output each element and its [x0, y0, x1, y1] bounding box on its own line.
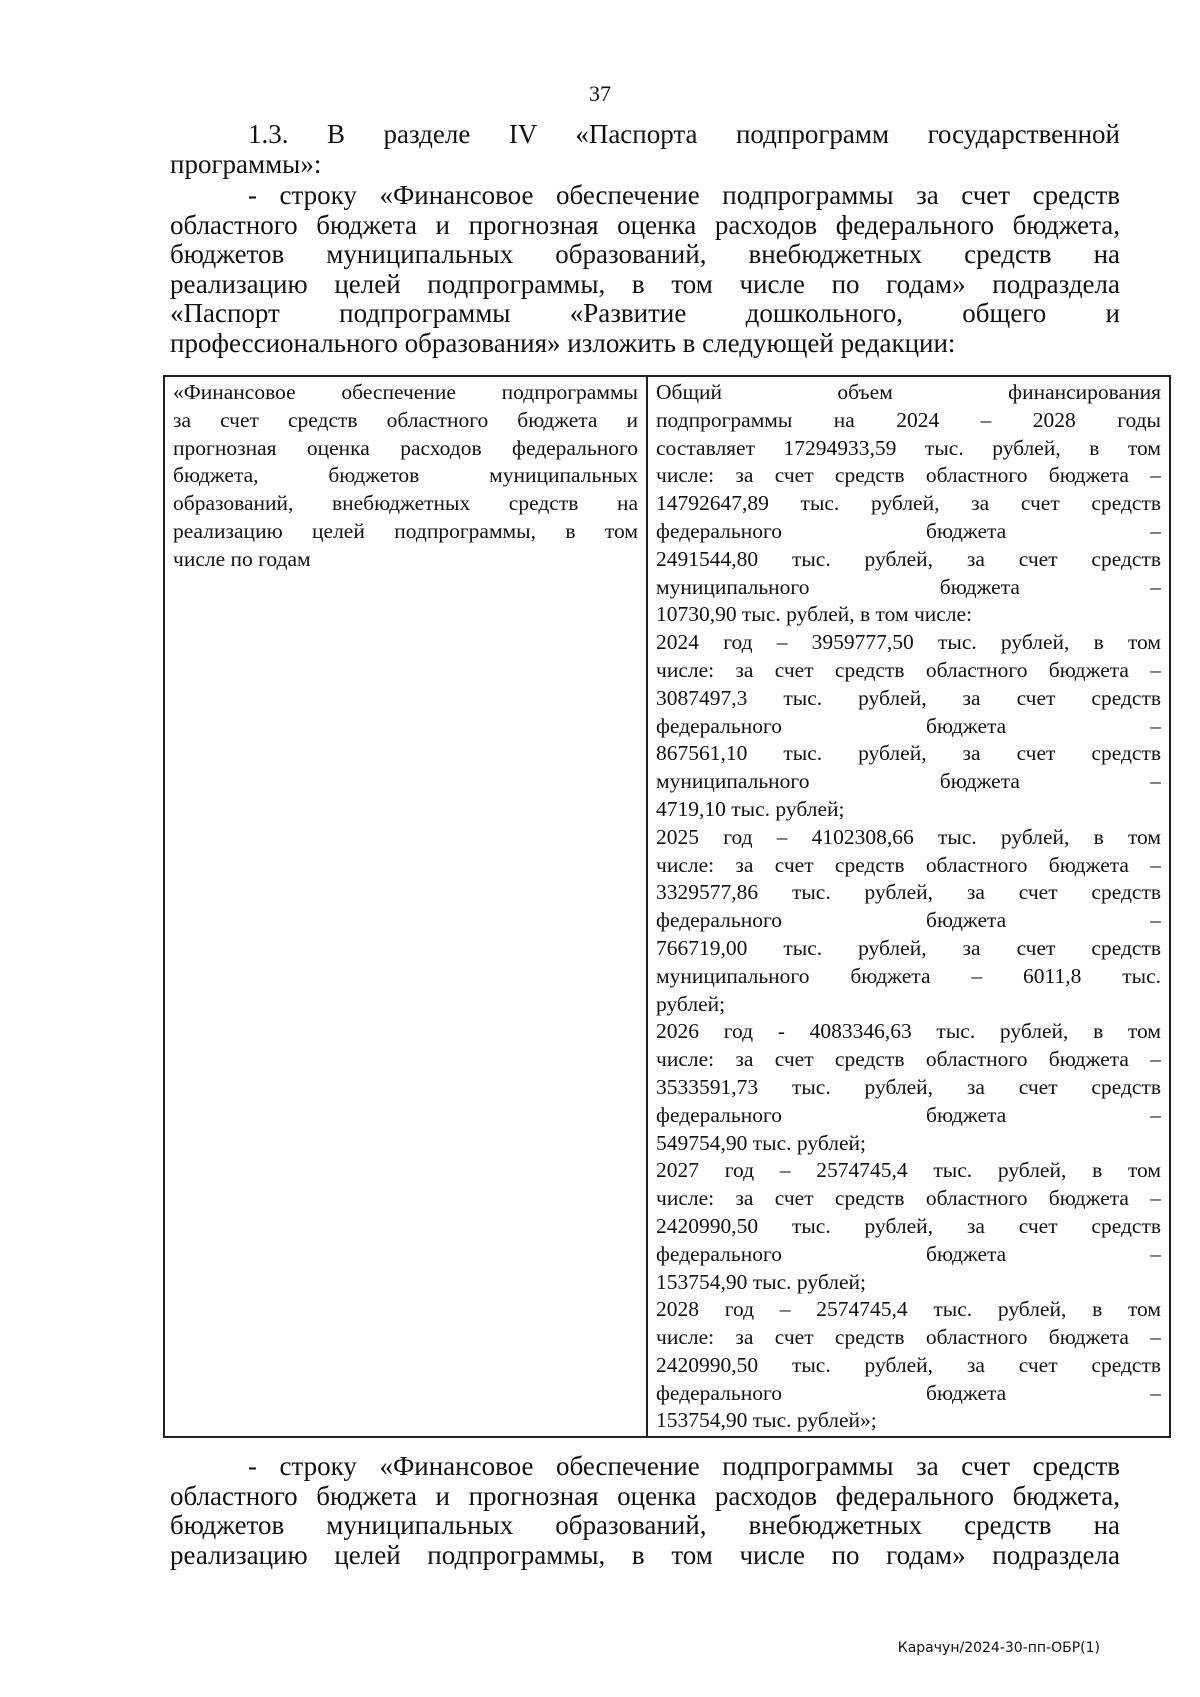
cell-line: федерального бюджета –	[656, 1241, 1161, 1266]
paragraph-line: областного бюджета и прогнозная оценка расходов федерального бюджета,	[170, 210, 1120, 240]
cell-line: 10730,90 тыс. рублей, в том числе:	[656, 602, 973, 627]
cell-line: федерального бюджета –	[656, 908, 1161, 933]
cell-line: муниципального бюджета –	[656, 769, 1161, 794]
cell-line: 14792647,89 тыс. рублей, за счет средств	[656, 491, 1161, 516]
paragraph-line: «Паспорт подпрограммы «Развитие дошкольного, общего и	[170, 299, 1120, 328]
paragraph-line: реализацию целей подпрограммы, в том числе по годам» подраздела	[170, 1540, 1120, 1570]
document-footer-code: Карачун/2024-30-пп-ОБР(1)	[897, 1640, 1100, 1656]
cell-line: Общий объем финансирования	[656, 380, 1161, 404]
cell-line: 2024 год – 3959777,50 тыс. рублей, в том	[656, 630, 1161, 655]
cell-line: 2028 год – 2574745,4 тыс. рублей, в том	[656, 1297, 1161, 1322]
paragraph-line: бюджетов муниципальных образований, внебюджетных средств на	[170, 240, 1120, 269]
section-intro-line: программы»:	[170, 148, 322, 179]
cell-line: бюджета, бюджетов муниципальных	[173, 463, 638, 488]
paragraph-line: бюджетов муниципальных образований, внебюджетных средств на	[170, 1511, 1120, 1540]
cell-line: 3329577,86 тыс. рублей, за счет средств	[656, 880, 1161, 905]
item-2-paragraph	[170, 1452, 1120, 1570]
cell-line: числе: за счет средств областного бюджета –	[656, 852, 1161, 877]
cell-line: подпрограммы на 2024 – 2028 годы	[656, 407, 1161, 432]
page-number: 37	[589, 81, 611, 106]
paragraph-line: профессионального образования» изложить в следующей редакции:	[170, 327, 956, 358]
passport-field-value-cell	[647, 376, 1170, 1437]
cell-line: федерального бюджета –	[656, 1102, 1161, 1127]
cell-line: муниципального бюджета – 6011,8 тыс.	[656, 963, 1161, 988]
cell-line: федерального бюджета –	[656, 518, 1161, 543]
item-1-paragraph	[170, 181, 1120, 358]
cell-line: образований, внебюджетных средств на	[173, 491, 638, 516]
cell-line: числе: за счет средств областного бюджета –	[656, 657, 1161, 682]
section-intro-line: 1.3. В разделе IV «Паспорта подпрограмм государственной	[248, 120, 1120, 149]
cell-line: 153754,90 тыс. рублей;	[656, 1269, 866, 1294]
section-intro	[170, 120, 1120, 179]
cell-line: прогнозная оценка расходов федерального	[173, 435, 638, 460]
cell-line: 3087497,3 тыс. рублей, за счет средств	[656, 685, 1161, 710]
cell-line: 4719,10 тыс. рублей;	[656, 796, 845, 821]
cell-line: составляет 17294933,59 тыс. рублей, в том	[656, 435, 1161, 460]
paragraph-line: реализацию целей подпрограммы, в том числе по годам» подраздела	[170, 269, 1120, 299]
cell-line: рублей;	[656, 991, 726, 1016]
cell-line: реализацию целей подпрограммы, в том	[173, 518, 638, 543]
paragraph-line: - строку «Финансовое обеспечение подпрограммы за счет средств	[248, 1452, 1120, 1481]
cell-line: числе по годам	[173, 546, 311, 571]
table-row	[164, 376, 1170, 1437]
cell-line: 2420990,50 тыс. рублей, за счет средств	[656, 1352, 1161, 1377]
cell-line: 2491544,80 тыс. рублей, за счет средств	[656, 546, 1161, 571]
cell-line: 2025 год – 4102308,66 тыс. рублей, в том	[656, 824, 1161, 849]
cell-line: числе: за счет средств областного бюджета –	[656, 1186, 1161, 1211]
cell-line: числе: за счет средств областного бюджета –	[656, 1325, 1161, 1350]
passport-table	[163, 375, 1171, 1438]
cell-line: 867561,10 тыс. рублей, за счет средств	[656, 741, 1161, 766]
paragraph-line: - строку «Финансовое обеспечение подпрограммы за счет средств	[248, 181, 1120, 210]
paragraph-line: областного бюджета и прогнозная оценка расходов федерального бюджета,	[170, 1481, 1120, 1511]
cell-line: числе: за счет средств областного бюджета –	[656, 1047, 1161, 1072]
cell-line: 153754,90 тыс. рублей»;	[656, 1408, 877, 1433]
cell-line: федерального бюджета –	[656, 713, 1161, 738]
cell-line: 3533591,73 тыс. рублей, за счет средств	[656, 1074, 1161, 1099]
cell-line: федерального бюджета –	[656, 1380, 1161, 1405]
cell-line: «Финансовое обеспечение подпрограммы	[173, 380, 638, 404]
cell-line: 2027 год – 2574745,4 тыс. рублей, в том	[656, 1158, 1161, 1183]
cell-line: муниципального бюджета –	[656, 574, 1161, 599]
cell-line: 766719,00 тыс. рублей, за счет средств	[656, 935, 1161, 960]
cell-line: 2026 год - 4083346,63 тыс. рублей, в том	[656, 1019, 1161, 1044]
cell-line: за счет средств областного бюджета и	[173, 407, 638, 432]
cell-line: числе: за счет средств областного бюджета –	[656, 463, 1161, 488]
cell-line: 549754,90 тыс. рублей;	[656, 1130, 866, 1155]
cell-line: 2420990,50 тыс. рублей, за счет средств	[656, 1213, 1161, 1238]
passport-field-name-cell	[164, 376, 647, 1437]
